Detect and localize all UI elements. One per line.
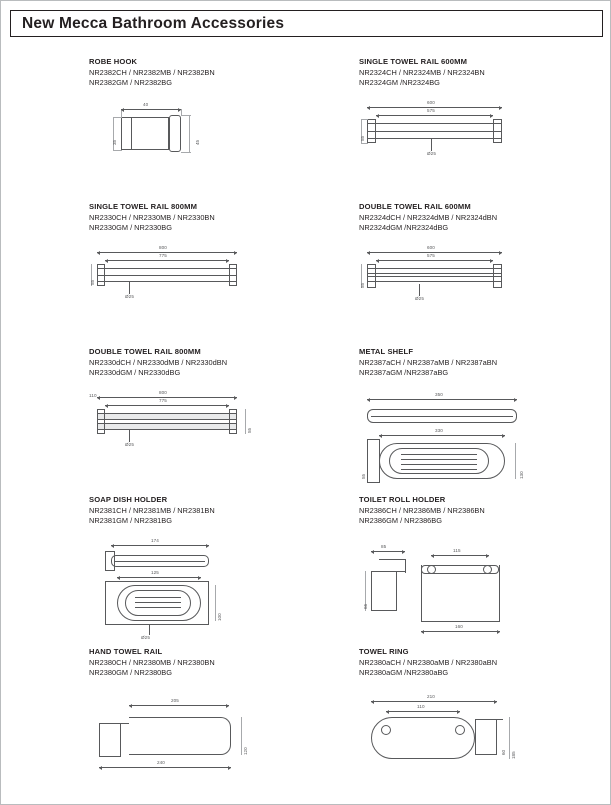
product-codes-line1: NR2324CH / NR2324MB / NR2324BN [359, 68, 485, 77]
dimension-label: 55 [90, 279, 95, 285]
product-title: SOAP DISH HOLDER [89, 495, 168, 504]
product-drawing [359, 535, 589, 655]
dimension-label: Ø25 [415, 296, 424, 301]
product-drawing [89, 687, 314, 777]
product-codes-line1: NR2330CH / NR2330MB / NR2330BN [89, 213, 215, 222]
product-drawing [359, 242, 589, 304]
dimension-label: 160 [455, 624, 463, 629]
dimension-label: 125 [151, 570, 159, 575]
product-title: SINGLE TOWEL RAIL 600MM [359, 57, 468, 66]
dimension-label: 120 [243, 747, 248, 755]
dimension-label: 775 [159, 398, 167, 403]
product-drawing [89, 535, 314, 655]
dimension-label: 66 [363, 603, 368, 609]
dimension-label: 205 [171, 698, 179, 703]
dimension-label: Ø25 [427, 151, 436, 156]
product-codes-line1: NR2324dCH / NR2324dMB / NR2324dBN [359, 213, 498, 222]
product-robe-hook [89, 57, 314, 159]
dimension-label: 100 [217, 613, 222, 621]
product-drawing [89, 387, 314, 449]
product-drawing [359, 97, 589, 159]
dimension-label: 55 [360, 282, 365, 288]
dimension-label: Ø25 [141, 635, 150, 640]
product-double-towel-rail-600 [359, 202, 589, 304]
dimension-label: 210 [427, 694, 435, 699]
product-drawing [89, 242, 314, 304]
product-codes-line2: NR2380aGM /NR2380aBG [359, 668, 449, 677]
dimension-label: 115 [453, 548, 461, 553]
page-header [10, 10, 603, 37]
product-codes-line1: NR2382CH / NR2382MB / NR2382BN [89, 68, 215, 77]
product-soap-dish-holder [89, 495, 314, 655]
product-codes-line2: NR2330dGM / NR2330dBG [89, 368, 181, 377]
product-single-towel-rail-600 [359, 57, 589, 159]
product-codes-line1: NR2387aCH / NR2387aMB / NR2387aBN [359, 358, 498, 367]
dimension-label: 174 [151, 538, 159, 543]
product-codes-line2: NR2324GM /NR2324BG [359, 78, 440, 87]
product-codes-line2: NR2386GM / NR2386BG [359, 516, 442, 525]
product-codes-line1: NR2381CH / NR2381MB / NR2381BN [89, 506, 215, 515]
product-codes-line1: NR2380CH / NR2380MB / NR2380BN [89, 658, 215, 667]
product-codes-line1: NR2380aCH / NR2380aMB / NR2380aBN [359, 658, 498, 667]
dimension-label: 55 [360, 135, 365, 141]
product-drawing [89, 97, 314, 159]
product-toilet-roll-holder [359, 495, 589, 655]
product-towel-ring [359, 647, 589, 777]
dimension-label: 185 [511, 751, 516, 759]
product-title: ROBE HOOK [89, 57, 138, 66]
product-codes-line2: NR2330GM / NR2330BG [89, 223, 172, 232]
dimension-label: 575 [427, 108, 435, 113]
product-drawing [359, 687, 589, 777]
dimension-label: 350 [435, 392, 443, 397]
dimension-label: 600 [427, 100, 435, 105]
product-title: HAND TOWEL RAIL [89, 647, 163, 656]
product-codes-line2: NR2381GM / NR2381BG [89, 516, 172, 525]
product-codes-line2: NR2387aGM /NR2387aBG [359, 368, 449, 377]
dimension-label: 40 [143, 102, 149, 107]
product-hand-towel-rail [89, 647, 314, 777]
page-title: New Mecca Bathroom Accessories [22, 15, 285, 32]
product-drawing [359, 387, 589, 502]
dimension-label: 60 [501, 749, 506, 755]
dimension-label: Ø25 [125, 442, 134, 447]
dimension-label: 240 [157, 760, 165, 765]
dimension-label: 110 [417, 704, 425, 709]
dimension-label: 45 [195, 139, 200, 145]
dimension-label: 55 [247, 427, 252, 433]
product-codes-line2: NR2382GM / NR2382BG [89, 78, 172, 87]
dimension-label: 35 [112, 139, 117, 145]
dimension-label: 85 [381, 544, 387, 549]
dimension-label: Ø25 [125, 294, 134, 299]
product-title: DOUBLE TOWEL RAIL 600MM [359, 202, 471, 211]
product-codes-line1: NR2386CH / NR2386MB / NR2386BN [359, 506, 485, 515]
product-codes-line2: NR2380GM / NR2380BG [89, 668, 172, 677]
product-title: METAL SHELF [359, 347, 414, 356]
dimension-label: 800 [159, 245, 167, 250]
dimension-label: 800 [159, 390, 167, 395]
dimension-label: 130 [519, 471, 524, 479]
product-codes-line2: NR2324dGM /NR2324dBG [359, 223, 449, 232]
dimension-label: 775 [159, 253, 167, 258]
product-single-towel-rail-800 [89, 202, 314, 304]
product-metal-shelf [359, 347, 589, 502]
dimension-label: 55 [361, 473, 366, 479]
product-title: TOILET ROLL HOLDER [359, 495, 446, 504]
dimension-label: 600 [427, 245, 435, 250]
dimension-label: 575 [427, 253, 435, 258]
dimension-label: 110 [89, 393, 97, 398]
product-codes-line1: NR2330dCH / NR2330dMB / NR2330dBN [89, 358, 228, 367]
product-double-towel-rail-800 [89, 347, 314, 449]
dimension-label: 330 [435, 428, 443, 433]
product-title: SINGLE TOWEL RAIL 800MM [89, 202, 198, 211]
product-title: DOUBLE TOWEL RAIL 800MM [89, 347, 201, 356]
product-title: TOWEL RING [359, 647, 409, 656]
